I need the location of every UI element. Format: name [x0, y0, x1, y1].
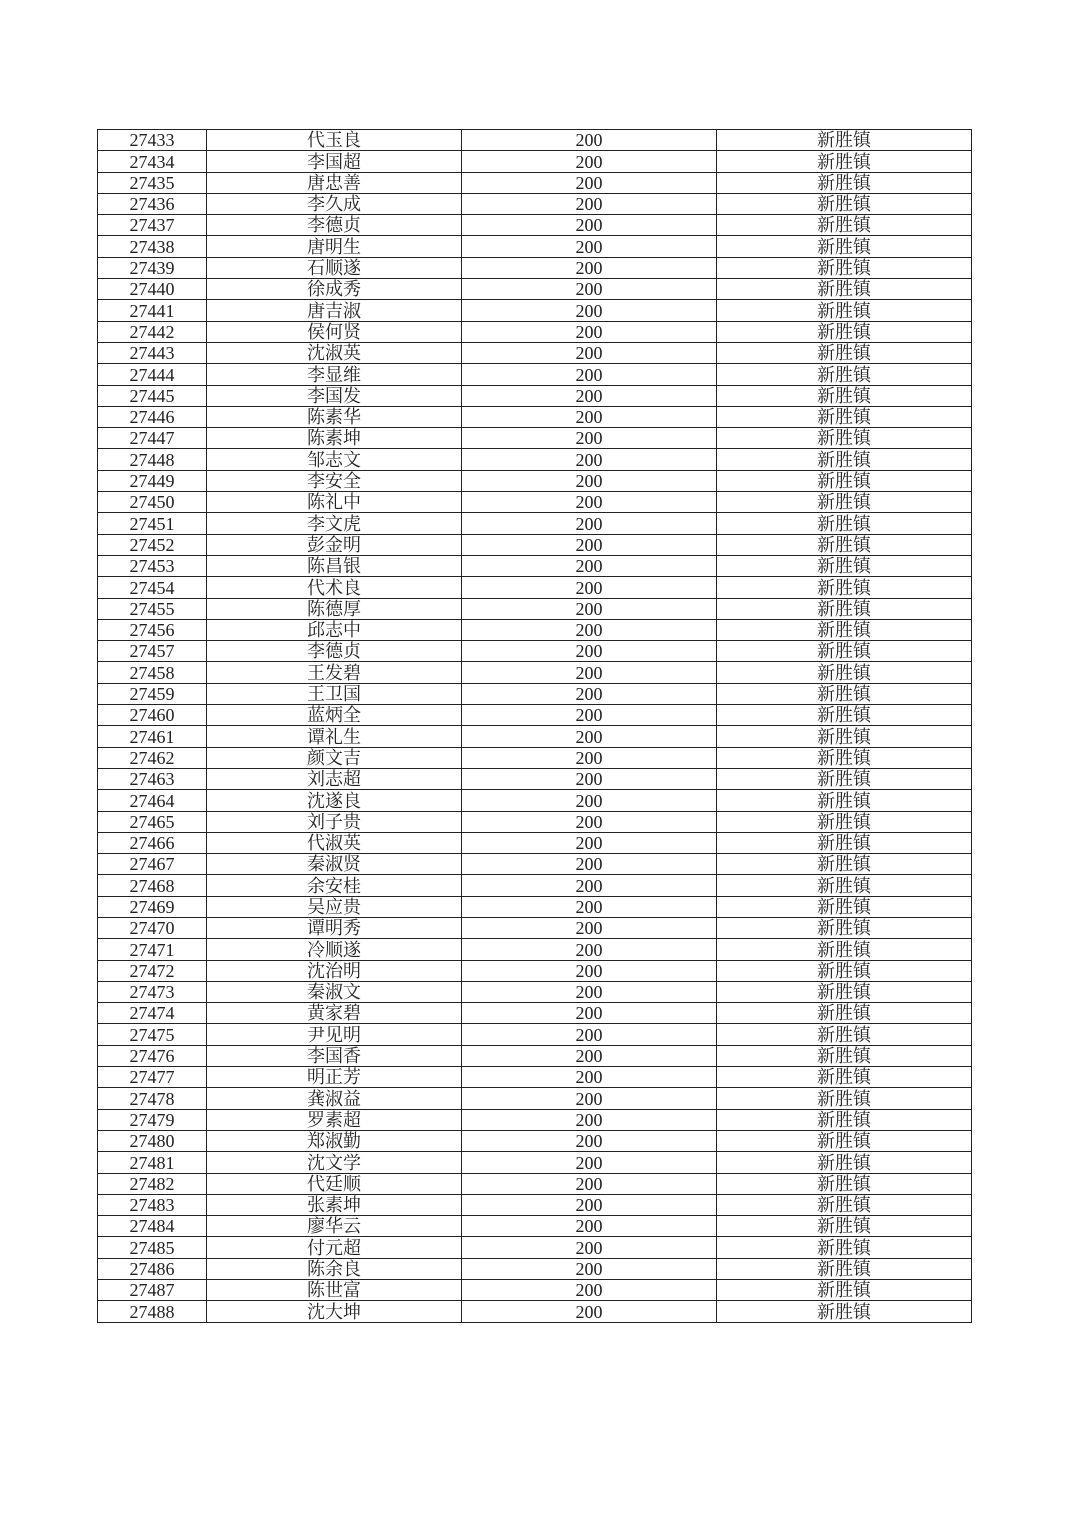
- town-cell: 新胜镇: [717, 811, 972, 832]
- town-cell: 新胜镇: [717, 470, 972, 491]
- serial-number-cell: 27433: [98, 130, 207, 151]
- town-cell: 新胜镇: [717, 342, 972, 363]
- serial-number-cell: 27481: [98, 1152, 207, 1173]
- name-cell: 沈遂良: [207, 790, 462, 811]
- town-cell: 新胜镇: [717, 1216, 972, 1237]
- name-cell: 陈世富: [207, 1280, 462, 1301]
- serial-number-cell: 27469: [98, 896, 207, 917]
- name-cell: 谭礼生: [207, 726, 462, 747]
- name-cell: 唐吉淑: [207, 300, 462, 321]
- town-cell: 新胜镇: [717, 172, 972, 193]
- name-cell: 陈昌银: [207, 555, 462, 576]
- town-cell: 新胜镇: [717, 321, 972, 342]
- amount-cell: 200: [462, 513, 717, 534]
- table-row: [98, 854, 972, 875]
- table-row: [98, 342, 972, 363]
- name-cell: 沈淑英: [207, 342, 462, 363]
- amount-cell: 200: [462, 960, 717, 981]
- table-row: [98, 683, 972, 704]
- amount-cell: 200: [462, 555, 717, 576]
- amount-cell: 200: [462, 683, 717, 704]
- name-cell: 陈素华: [207, 406, 462, 427]
- serial-number-cell: 27454: [98, 577, 207, 598]
- serial-number-cell: 27482: [98, 1173, 207, 1194]
- table-row: [98, 193, 972, 214]
- amount-cell: 200: [462, 1067, 717, 1088]
- serial-number-cell: 27438: [98, 236, 207, 257]
- table-row: [98, 428, 972, 449]
- name-cell: 李国香: [207, 1045, 462, 1066]
- name-cell: 余安桂: [207, 875, 462, 896]
- name-cell: 代廷顺: [207, 1173, 462, 1194]
- town-cell: 新胜镇: [717, 1173, 972, 1194]
- table-row: [98, 1194, 972, 1215]
- town-cell: 新胜镇: [717, 726, 972, 747]
- table-row: [98, 215, 972, 236]
- serial-number-cell: 27434: [98, 151, 207, 172]
- town-cell: 新胜镇: [717, 406, 972, 427]
- town-cell: 新胜镇: [717, 768, 972, 789]
- table-row: [98, 1088, 972, 1109]
- name-cell: 黄家碧: [207, 1003, 462, 1024]
- name-cell: 徐成秀: [207, 279, 462, 300]
- town-cell: 新胜镇: [717, 279, 972, 300]
- serial-number-cell: 27483: [98, 1194, 207, 1215]
- table-row: [98, 875, 972, 896]
- serial-number-cell: 27436: [98, 193, 207, 214]
- town-cell: 新胜镇: [717, 917, 972, 938]
- table-row: [98, 279, 972, 300]
- table-row: [98, 726, 972, 747]
- amount-cell: 200: [462, 726, 717, 747]
- amount-cell: 200: [462, 1003, 717, 1024]
- table-row: [98, 1045, 972, 1066]
- amount-cell: 200: [462, 279, 717, 300]
- name-cell: 唐忠善: [207, 172, 462, 193]
- serial-number-cell: 27475: [98, 1024, 207, 1045]
- table-row: [98, 1280, 972, 1301]
- town-cell: 新胜镇: [717, 130, 972, 151]
- name-cell: 付元超: [207, 1237, 462, 1258]
- table-row: [98, 406, 972, 427]
- name-cell: 谭明秀: [207, 917, 462, 938]
- serial-number-cell: 27477: [98, 1067, 207, 1088]
- name-cell: 秦淑贤: [207, 854, 462, 875]
- serial-number-cell: 27461: [98, 726, 207, 747]
- amount-cell: 200: [462, 257, 717, 278]
- town-cell: 新胜镇: [717, 300, 972, 321]
- name-cell: 侯何贤: [207, 321, 462, 342]
- name-cell: 李安全: [207, 470, 462, 491]
- table-row: [98, 811, 972, 832]
- table-row: [98, 1024, 972, 1045]
- table-row: [98, 939, 972, 960]
- town-cell: 新胜镇: [717, 385, 972, 406]
- table-row: [98, 1301, 972, 1322]
- table-row: [98, 364, 972, 385]
- name-cell: 唐明生: [207, 236, 462, 257]
- amount-cell: 200: [462, 1152, 717, 1173]
- serial-number-cell: 27474: [98, 1003, 207, 1024]
- name-cell: 王发碧: [207, 662, 462, 683]
- serial-number-cell: 27484: [98, 1216, 207, 1237]
- town-cell: 新胜镇: [717, 854, 972, 875]
- amount-cell: 200: [462, 1109, 717, 1130]
- name-cell: 罗素超: [207, 1109, 462, 1130]
- table-row: [98, 896, 972, 917]
- amount-cell: 200: [462, 598, 717, 619]
- table-row: [98, 1237, 972, 1258]
- serial-number-cell: 27442: [98, 321, 207, 342]
- name-cell: 蓝炳全: [207, 705, 462, 726]
- serial-number-cell: 27448: [98, 449, 207, 470]
- table-row: [98, 917, 972, 938]
- serial-number-cell: 27479: [98, 1109, 207, 1130]
- town-cell: 新胜镇: [717, 1003, 972, 1024]
- town-cell: 新胜镇: [717, 662, 972, 683]
- amount-cell: 200: [462, 342, 717, 363]
- table-row: [98, 172, 972, 193]
- table-row: [98, 768, 972, 789]
- name-cell: 陈素坤: [207, 428, 462, 449]
- town-cell: 新胜镇: [717, 1280, 972, 1301]
- amount-cell: 200: [462, 364, 717, 385]
- table-row: [98, 321, 972, 342]
- serial-number-cell: 27450: [98, 492, 207, 513]
- table-row: [98, 619, 972, 640]
- amount-cell: 200: [462, 619, 717, 640]
- name-cell: 沈治明: [207, 960, 462, 981]
- amount-cell: 200: [462, 406, 717, 427]
- name-cell: 陈余良: [207, 1258, 462, 1279]
- amount-cell: 200: [462, 321, 717, 342]
- serial-number-cell: 27480: [98, 1130, 207, 1151]
- table-row: [98, 534, 972, 555]
- town-cell: 新胜镇: [717, 1067, 972, 1088]
- amount-cell: 200: [462, 875, 717, 896]
- amount-cell: 200: [462, 470, 717, 491]
- name-cell: 李显维: [207, 364, 462, 385]
- name-cell: 刘志超: [207, 768, 462, 789]
- amount-cell: 200: [462, 1237, 717, 1258]
- serial-number-cell: 27485: [98, 1237, 207, 1258]
- amount-cell: 200: [462, 492, 717, 513]
- amount-cell: 200: [462, 236, 717, 257]
- serial-number-cell: 27451: [98, 513, 207, 534]
- serial-number-cell: 27458: [98, 662, 207, 683]
- serial-number-cell: 27488: [98, 1301, 207, 1322]
- amount-cell: 200: [462, 428, 717, 449]
- table-row: [98, 981, 972, 1002]
- table-row: [98, 385, 972, 406]
- serial-number-cell: 27464: [98, 790, 207, 811]
- amount-cell: 200: [462, 705, 717, 726]
- town-cell: 新胜镇: [717, 215, 972, 236]
- name-cell: 陈礼中: [207, 492, 462, 513]
- serial-number-cell: 27447: [98, 428, 207, 449]
- serial-number-cell: 27439: [98, 257, 207, 278]
- name-cell: 尹见明: [207, 1024, 462, 1045]
- name-cell: 代淑英: [207, 832, 462, 853]
- serial-number-cell: 27444: [98, 364, 207, 385]
- serial-number-cell: 27437: [98, 215, 207, 236]
- serial-number-cell: 27462: [98, 747, 207, 768]
- town-cell: 新胜镇: [717, 1152, 972, 1173]
- name-cell: 代术良: [207, 577, 462, 598]
- name-cell: 沈大坤: [207, 1301, 462, 1322]
- name-cell: 石顺遂: [207, 257, 462, 278]
- serial-number-cell: 27440: [98, 279, 207, 300]
- serial-number-cell: 27443: [98, 342, 207, 363]
- town-cell: 新胜镇: [717, 939, 972, 960]
- serial-number-cell: 27456: [98, 619, 207, 640]
- name-cell: 邱志中: [207, 619, 462, 640]
- serial-number-cell: 27445: [98, 385, 207, 406]
- table-row: [98, 513, 972, 534]
- amount-cell: 200: [462, 832, 717, 853]
- amount-cell: 200: [462, 1173, 717, 1194]
- amount-cell: 200: [462, 896, 717, 917]
- amount-cell: 200: [462, 300, 717, 321]
- town-cell: 新胜镇: [717, 534, 972, 555]
- table-row: [98, 641, 972, 662]
- serial-number-cell: 27473: [98, 981, 207, 1002]
- town-cell: 新胜镇: [717, 513, 972, 534]
- table-row: [98, 492, 972, 513]
- serial-number-cell: 27455: [98, 598, 207, 619]
- town-cell: 新胜镇: [717, 641, 972, 662]
- town-cell: 新胜镇: [717, 619, 972, 640]
- amount-cell: 200: [462, 917, 717, 938]
- serial-number-cell: 27465: [98, 811, 207, 832]
- table-row: [98, 662, 972, 683]
- town-cell: 新胜镇: [717, 492, 972, 513]
- town-cell: 新胜镇: [717, 449, 972, 470]
- amount-cell: 200: [462, 811, 717, 832]
- table-row: [98, 449, 972, 470]
- name-cell: 沈文学: [207, 1152, 462, 1173]
- amount-cell: 200: [462, 641, 717, 662]
- town-cell: 新胜镇: [717, 598, 972, 619]
- name-cell: 李文虎: [207, 513, 462, 534]
- serial-number-cell: 27459: [98, 683, 207, 704]
- town-cell: 新胜镇: [717, 683, 972, 704]
- table-row: [98, 705, 972, 726]
- name-cell: 李德贞: [207, 215, 462, 236]
- name-cell: 吴应贵: [207, 896, 462, 917]
- amount-cell: 200: [462, 747, 717, 768]
- amount-cell: 200: [462, 1088, 717, 1109]
- town-cell: 新胜镇: [717, 960, 972, 981]
- town-cell: 新胜镇: [717, 875, 972, 896]
- town-cell: 新胜镇: [717, 1130, 972, 1151]
- name-cell: 李久成: [207, 193, 462, 214]
- amount-cell: 200: [462, 939, 717, 960]
- town-cell: 新胜镇: [717, 790, 972, 811]
- town-cell: 新胜镇: [717, 1024, 972, 1045]
- amount-cell: 200: [462, 534, 717, 555]
- table-row: [98, 236, 972, 257]
- amount-cell: 200: [462, 1301, 717, 1322]
- serial-number-cell: 27467: [98, 854, 207, 875]
- table-row: [98, 832, 972, 853]
- amount-cell: 200: [462, 193, 717, 214]
- serial-number-cell: 27486: [98, 1258, 207, 1279]
- amount-cell: 200: [462, 215, 717, 236]
- name-cell: 冷顺遂: [207, 939, 462, 960]
- serial-number-cell: 27449: [98, 470, 207, 491]
- name-cell: 张素坤: [207, 1194, 462, 1215]
- town-cell: 新胜镇: [717, 257, 972, 278]
- town-cell: 新胜镇: [717, 1045, 972, 1066]
- name-cell: 李德贞: [207, 641, 462, 662]
- serial-number-cell: 27453: [98, 555, 207, 576]
- table-row: [98, 1152, 972, 1173]
- amount-cell: 200: [462, 151, 717, 172]
- name-cell: 李国发: [207, 385, 462, 406]
- amount-cell: 200: [462, 1194, 717, 1215]
- town-cell: 新胜镇: [717, 555, 972, 576]
- town-cell: 新胜镇: [717, 577, 972, 598]
- amount-cell: 200: [462, 1280, 717, 1301]
- name-cell: 李国超: [207, 151, 462, 172]
- table-row: [98, 1109, 972, 1130]
- amount-cell: 200: [462, 790, 717, 811]
- town-cell: 新胜镇: [717, 151, 972, 172]
- serial-number-cell: 27487: [98, 1280, 207, 1301]
- table-row: [98, 1067, 972, 1088]
- name-cell: 刘子贵: [207, 811, 462, 832]
- roster-table-body: [98, 130, 972, 1323]
- table-row: [98, 151, 972, 172]
- serial-number-cell: 27471: [98, 939, 207, 960]
- amount-cell: 200: [462, 449, 717, 470]
- table-row: [98, 130, 972, 151]
- table-row: [98, 1173, 972, 1194]
- serial-number-cell: 27468: [98, 875, 207, 896]
- serial-number-cell: 27435: [98, 172, 207, 193]
- amount-cell: 200: [462, 385, 717, 406]
- table-row: [98, 577, 972, 598]
- serial-number-cell: 27441: [98, 300, 207, 321]
- town-cell: 新胜镇: [717, 1301, 972, 1322]
- table-row: [98, 1258, 972, 1279]
- amount-cell: 200: [462, 1258, 717, 1279]
- serial-number-cell: 27478: [98, 1088, 207, 1109]
- town-cell: 新胜镇: [717, 236, 972, 257]
- table-row: [98, 598, 972, 619]
- amount-cell: 200: [462, 981, 717, 1002]
- town-cell: 新胜镇: [717, 1258, 972, 1279]
- table-row: [98, 470, 972, 491]
- name-cell: 陈德厚: [207, 598, 462, 619]
- name-cell: 彭金明: [207, 534, 462, 555]
- table-row: [98, 1003, 972, 1024]
- name-cell: 郑淑勤: [207, 1130, 462, 1151]
- town-cell: 新胜镇: [717, 428, 972, 449]
- name-cell: 代玉良: [207, 130, 462, 151]
- town-cell: 新胜镇: [717, 981, 972, 1002]
- serial-number-cell: 27452: [98, 534, 207, 555]
- amount-cell: 200: [462, 854, 717, 875]
- town-cell: 新胜镇: [717, 896, 972, 917]
- serial-number-cell: 27476: [98, 1045, 207, 1066]
- town-cell: 新胜镇: [717, 1088, 972, 1109]
- name-cell: 王卫国: [207, 683, 462, 704]
- town-cell: 新胜镇: [717, 193, 972, 214]
- serial-number-cell: 27470: [98, 917, 207, 938]
- town-cell: 新胜镇: [717, 747, 972, 768]
- town-cell: 新胜镇: [717, 364, 972, 385]
- table-row: [98, 555, 972, 576]
- serial-number-cell: 27463: [98, 768, 207, 789]
- serial-number-cell: 27472: [98, 960, 207, 981]
- amount-cell: 200: [462, 1045, 717, 1066]
- amount-cell: 200: [462, 768, 717, 789]
- table-row: [98, 960, 972, 981]
- amount-cell: 200: [462, 662, 717, 683]
- name-cell: 颜文吉: [207, 747, 462, 768]
- table-row: [98, 1130, 972, 1151]
- table-row: [98, 790, 972, 811]
- roster-table: [97, 129, 972, 1323]
- town-cell: 新胜镇: [717, 1109, 972, 1130]
- amount-cell: 200: [462, 1216, 717, 1237]
- town-cell: 新胜镇: [717, 1194, 972, 1215]
- town-cell: 新胜镇: [717, 832, 972, 853]
- serial-number-cell: 27446: [98, 406, 207, 427]
- serial-number-cell: 27466: [98, 832, 207, 853]
- name-cell: 明正芳: [207, 1067, 462, 1088]
- name-cell: 廖华云: [207, 1216, 462, 1237]
- amount-cell: 200: [462, 130, 717, 151]
- name-cell: 邹志文: [207, 449, 462, 470]
- table-row: [98, 300, 972, 321]
- amount-cell: 200: [462, 1024, 717, 1045]
- serial-number-cell: 27460: [98, 705, 207, 726]
- town-cell: 新胜镇: [717, 705, 972, 726]
- name-cell: 龚淑益: [207, 1088, 462, 1109]
- table-row: [98, 747, 972, 768]
- amount-cell: 200: [462, 577, 717, 598]
- table-row: [98, 1216, 972, 1237]
- amount-cell: 200: [462, 1130, 717, 1151]
- serial-number-cell: 27457: [98, 641, 207, 662]
- amount-cell: 200: [462, 172, 717, 193]
- name-cell: 秦淑文: [207, 981, 462, 1002]
- town-cell: 新胜镇: [717, 1237, 972, 1258]
- table-row: [98, 257, 972, 278]
